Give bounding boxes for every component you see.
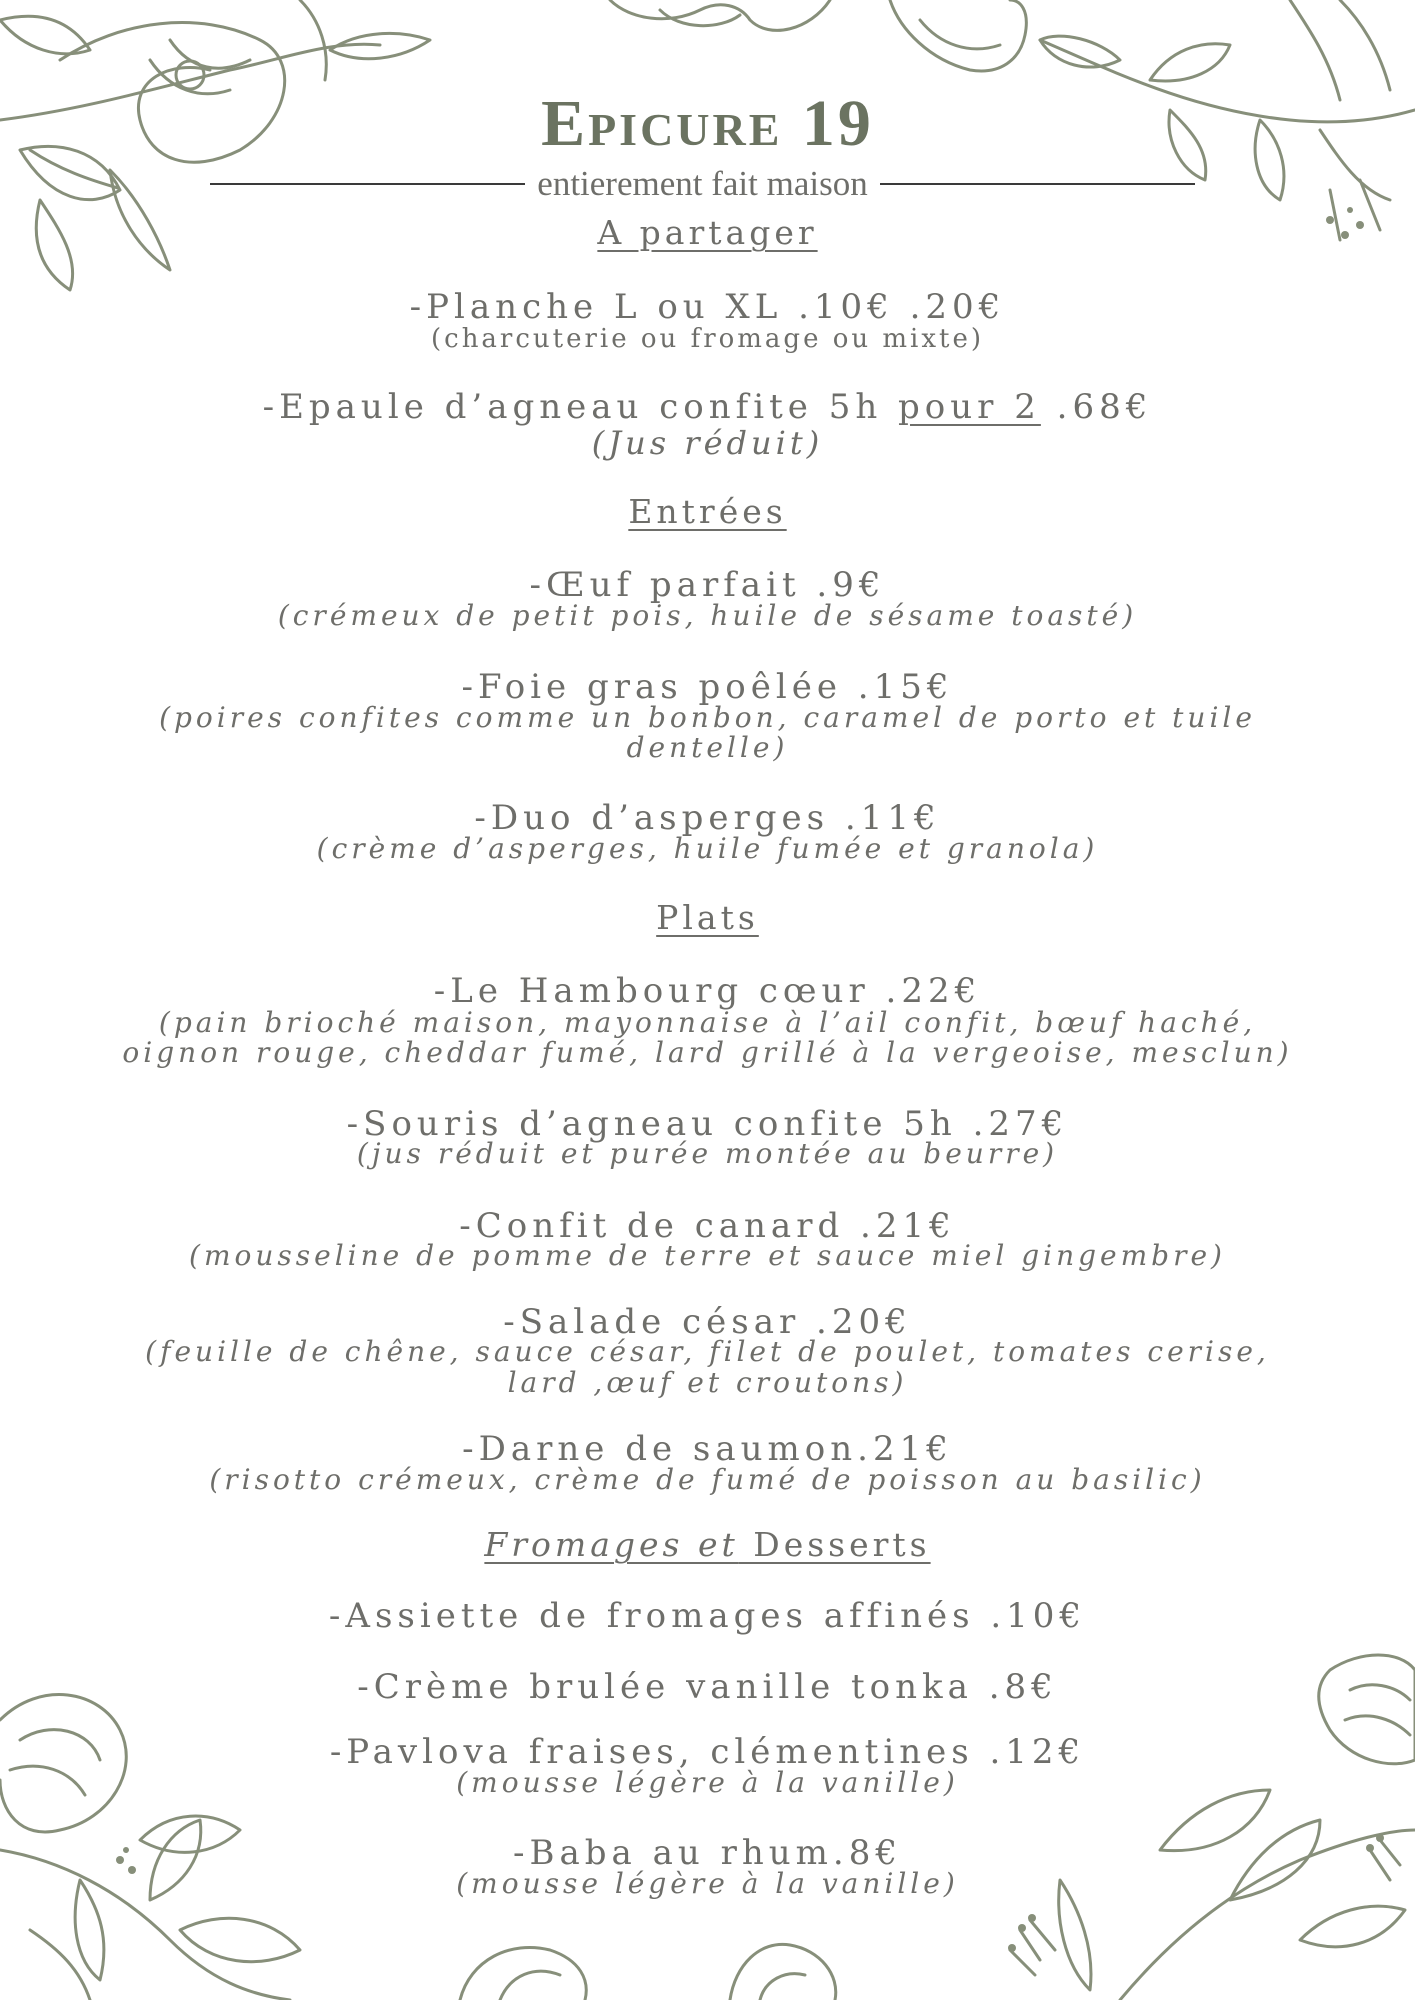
item-pavlova-name: -Pavlova fraises, clémentines .12€ [329,1732,1086,1772]
item-souris-name: -Souris d’agneau confite 5h .27€ [346,1104,1069,1144]
subtitle-rule-left [210,183,525,185]
item-epaule-name-start: -Epaule d’agneau confite 5h [262,387,899,427]
section-title-partager: A partager [597,213,818,252]
item-creme-name: -Crème brulée vanille tonka .8€ [357,1667,1058,1707]
item-fromages-name: -Assiette de fromages affinés .10€ [328,1596,1087,1636]
item-baba-description: (mousse légère à la vanille) [456,1867,959,1900]
item-saumon-description: (risotto crémeux, crème de fumé de poisson au basilic) [209,1463,1206,1496]
item-epaule-description: (Jus réduit) [591,424,824,462]
item-baba-name: -Baba au rhum.8€ [513,1833,902,1873]
section-title-entrees: Entrées [628,492,787,531]
item-cesar-description-line2: lard ,œuf et croutons) [507,1366,908,1399]
subtitle-rule-right [880,183,1195,185]
item-foie-description-line1: (poires confites comme un bonbon, caramel de porto et tuile [159,701,1256,734]
restaurant-title: Epicure 19 [541,87,874,160]
item-oeuf-name: -Œuf parfait .9€ [529,565,886,605]
floral-top-center-illustration [600,0,840,60]
item-canard-name: -Confit de canard .21€ [459,1206,956,1246]
item-epaule-name [0,388,1415,426]
item-oeuf-description: (crémeux de petit pois, huile de sésame toasté) [277,599,1138,632]
item-epaule-name-underlined: pour 2 [898,387,1041,427]
item-foie-description-line2: dentelle) [626,731,789,764]
item-planche-description: (charcuterie ou fromage ou mixte) [430,324,984,354]
item-pavlova-description: (mousse légère à la vanille) [456,1766,959,1799]
section-title-plats: Plats [656,898,759,937]
section-title-desserts-italic: Fromages et [484,1525,739,1564]
item-hambourg-name: -Le Hambourg cœur .22€ [433,971,982,1011]
item-cesar-description-line1: (feuille de chêne, sauce césar, filet de poulet, tomates cerise, [145,1335,1270,1368]
section-title-desserts [0,1525,1415,1564]
floral-bottom-center-illustration [440,1920,900,2000]
item-foie-name: -Foie gras poêlée .15€ [461,667,954,707]
item-cesar-name: -Salade césar .20€ [503,1302,912,1342]
section-title-desserts-rest: Desserts [738,1525,931,1564]
item-epaule-name-end: .68€ [1040,387,1153,427]
restaurant-subtitle: entierement fait maison [537,164,868,203]
subtitle-row [210,162,1195,206]
item-canard-description: (mousseline de pomme de terre et sauce miel gingembre) [189,1239,1226,1272]
item-hambourg-description-line1: (pain brioché maison, mayonnaise à l’ail confit, bœuf haché, [158,1006,1257,1039]
item-planche-name: -Planche L ou XL .10€ .20€ [409,287,1006,327]
item-souris-description: (jus réduit et purée montée au beurre) [356,1137,1059,1170]
item-asperges-name: -Duo d’asperges .11€ [474,798,941,838]
item-saumon-name: -Darne de saumon.21€ [462,1429,953,1469]
item-hambourg-description-line2: oignon rouge, cheddar fumé, lard grillé à la vergeoise, mesclun) [122,1036,1293,1069]
item-asperges-description: (crème d’asperges, huile fumée et granola) [316,832,1099,865]
